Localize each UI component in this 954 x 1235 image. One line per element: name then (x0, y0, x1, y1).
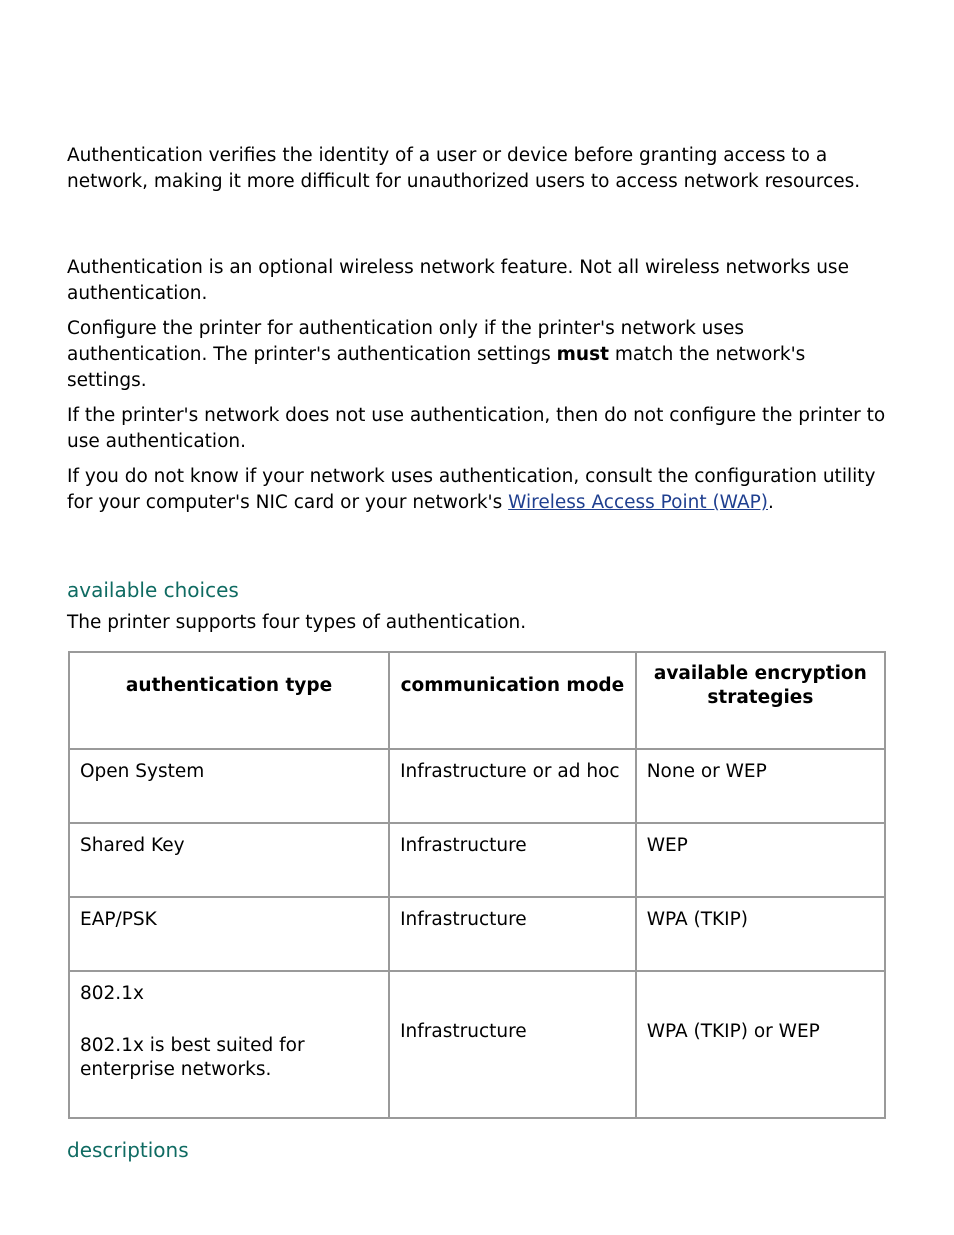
no-auth-paragraph: If the printer's network does not use authentication, then do not configure the printer to use authentication. (67, 405, 886, 452)
cell-encryption: WEP (636, 823, 885, 897)
column-header-authentication-type: authentication type (69, 652, 389, 749)
unknown-auth-paragraph (67, 464, 887, 516)
cell-auth-type: EAP/PSK (69, 897, 389, 971)
cell-auth-type-name: 802.1x (80, 983, 144, 1004)
cell-auth-type: Open System (69, 749, 389, 823)
cell-comm-mode: Infrastructure (389, 897, 636, 971)
must-emphasis: must (556, 344, 609, 365)
table-row (69, 897, 885, 971)
table-row (69, 971, 885, 1118)
column-header-encryption-strategies: available encryption strategies (636, 652, 885, 749)
cell-auth-type-note: 802.1x is best suited for enterprise networks. (80, 1035, 305, 1080)
table-row (69, 749, 885, 823)
table-header-row (69, 652, 885, 749)
cell-encryption: WPA (TKIP) (636, 897, 885, 971)
optional-feature-paragraph: Authentication is an optional wireless network feature. Not all wireless networks use authentication. (67, 257, 849, 304)
intro-paragraph: Authentication verifies the identity of a user or device before granting access to a network, making it more difficult for unauthorized users to access network resources. (67, 145, 861, 192)
column-header-communication-mode: communication mode (389, 652, 636, 749)
configure-paragraph (67, 316, 887, 394)
table-row (69, 823, 885, 897)
unknown-auth-text-start: If you do not know if your network uses authentication, consult the configuration utility for your computer's NIC card or your network's (67, 466, 876, 513)
cell-encryption: WPA (TKIP) or WEP (636, 971, 885, 1118)
cell-auth-type (69, 971, 389, 1118)
cell-comm-mode: Infrastructure (389, 823, 636, 897)
cell-comm-mode: Infrastructure (389, 971, 636, 1118)
authentication-table (68, 651, 886, 1119)
choices-intro: The printer supports four types of authentication. (67, 612, 527, 633)
cell-encryption: None or WEP (636, 749, 885, 823)
descriptions-heading: descriptions (67, 1138, 189, 1162)
wap-link[interactable]: Wireless Access Point (WAP) (508, 492, 768, 513)
available-choices-heading: available choices (67, 578, 239, 602)
configure-text-start: Configure the printer for authentication only if the printer's network uses authentication. The printer's authentication settings (67, 318, 745, 365)
unknown-auth-text-end: . (768, 492, 774, 513)
configure-text-end: match the network's settings. (67, 344, 806, 391)
cell-comm-mode: Infrastructure or ad hoc (389, 749, 636, 823)
cell-auth-type: Shared Key (69, 823, 389, 897)
